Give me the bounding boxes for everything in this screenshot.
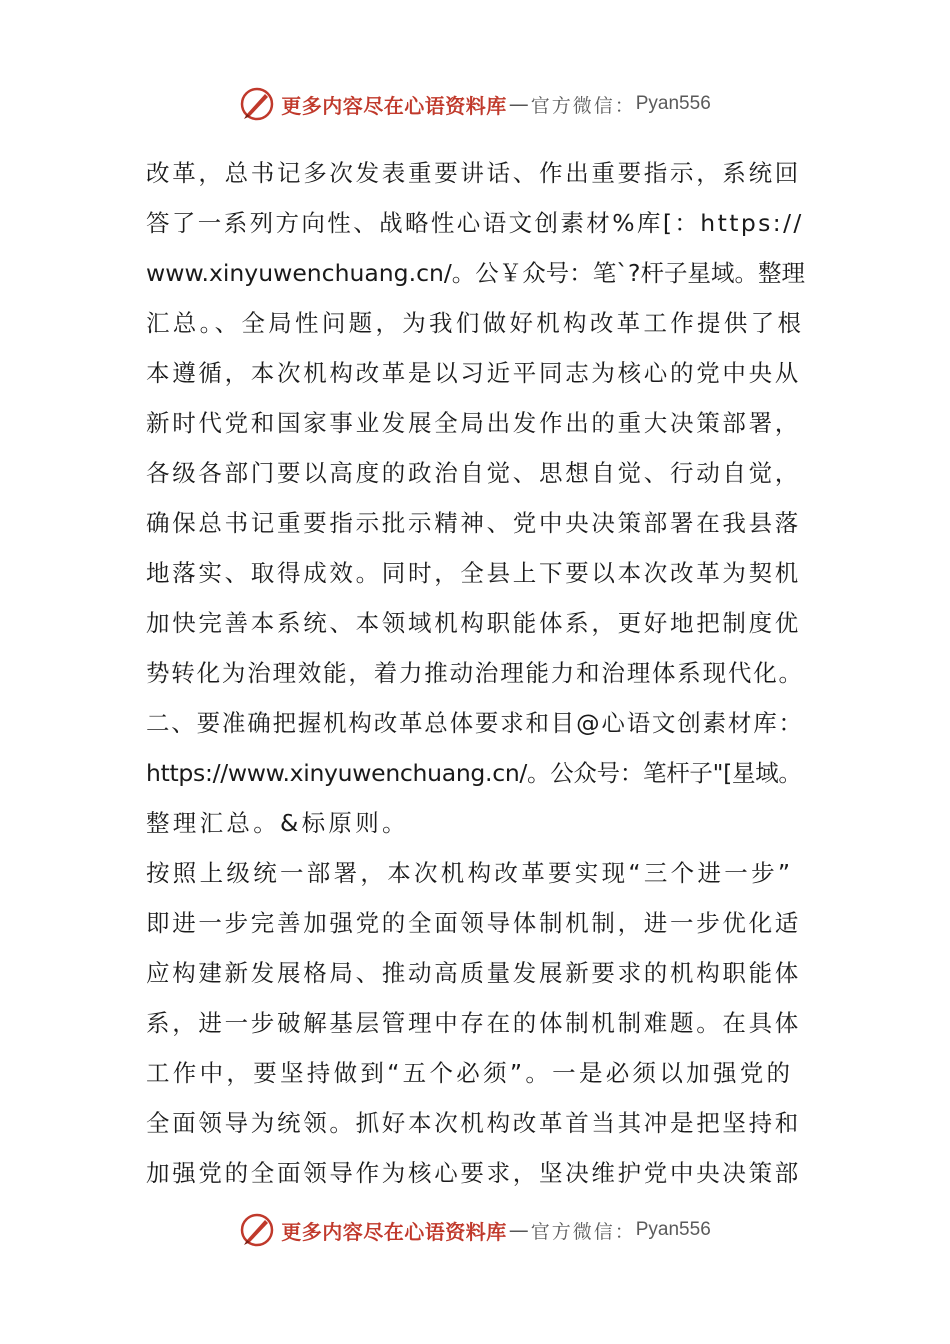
text-line: https://www.xinyuwenchuang.cn/。公众号：笔杆子"[星域。: [146, 759, 802, 787]
text-line: 按照上级统一部署，本次机构改革要实现“三个进一步”: [146, 859, 794, 887]
banner-wechat-label: 官方微信：: [530, 94, 636, 117]
header-banner: [0, 84, 950, 124]
text-line: 改革，总书记多次发表重要讲话、作出重要指示，系统回: [146, 159, 801, 187]
banner-title: 更多内容尽在心语资料库: [281, 93, 507, 118]
banner-wechat-label: 官方微信：: [530, 1220, 636, 1243]
text-line: 系，进一步破解基层管理中存在的体制机制难题。在具体: [146, 1009, 801, 1037]
text-line: 确保总书记重要指示批示精神、党中央决策部署在我县落: [146, 509, 801, 537]
text-line: 本遵循，本次机构改革是以习近平同志为核心的党中央从: [146, 359, 801, 387]
text-line: 二、要准确把握机构改革总体要求和目@心语文创素材库：: [146, 709, 804, 737]
text-line: 加强党的全面领导作为核心要求，坚决维护党中央决策部: [146, 1159, 801, 1187]
footer-banner: [0, 1210, 950, 1250]
text-line: 加快完善本系统、本领域机构职能体系，更好地把制度优: [146, 609, 801, 637]
document-body: [146, 148, 806, 1198]
text-line: 势转化为治理效能，着力推动治理能力和治理体系现代化。: [146, 659, 804, 687]
text-line: 整理汇总。&标原则。: [146, 809, 409, 837]
text-line: 地落实、取得成效。同时，全县上下要以本次改革为契机: [146, 559, 801, 587]
text-line: 答了一系列方向性、战略性心语文创素材%库[：https://: [146, 209, 804, 237]
quill-logo-icon: [239, 1212, 275, 1248]
text-line: 全面领导为统领。抓好本次机构改革首当其冲是把坚持和: [146, 1109, 801, 1137]
text-line: 各级各部门要以高度的政治自觉、思想自觉、行动自觉，: [146, 459, 801, 487]
banner-title: 更多内容尽在心语资料库: [281, 1219, 507, 1244]
text-line: 汇总。、全局性问题，为我们做好机构改革工作提供了根: [146, 309, 805, 337]
text-line: 应构建新发展格局、推动高质量发展新要求的机构职能体: [146, 959, 801, 987]
text-line: 即进一步完善加强党的全面领导体制机制，进一步优化适: [146, 909, 801, 937]
banner-handle: Pyan556: [635, 93, 711, 114]
text-line: 新时代党和国家事业发展全局出发作出的重大决策部署，: [146, 409, 801, 437]
text-line: 工作中，要坚持做到“五个必须”。一是必须以加强党的: [146, 1059, 794, 1087]
banner-separator: —: [508, 1218, 529, 1242]
banner-separator: —: [508, 92, 529, 116]
banner-handle: Pyan556: [635, 1219, 711, 1240]
text-line: www.xinyuwenchuang.cn/。公￥众号：笔`?杆子星域。整理: [146, 259, 806, 287]
quill-logo-icon: [239, 86, 275, 122]
